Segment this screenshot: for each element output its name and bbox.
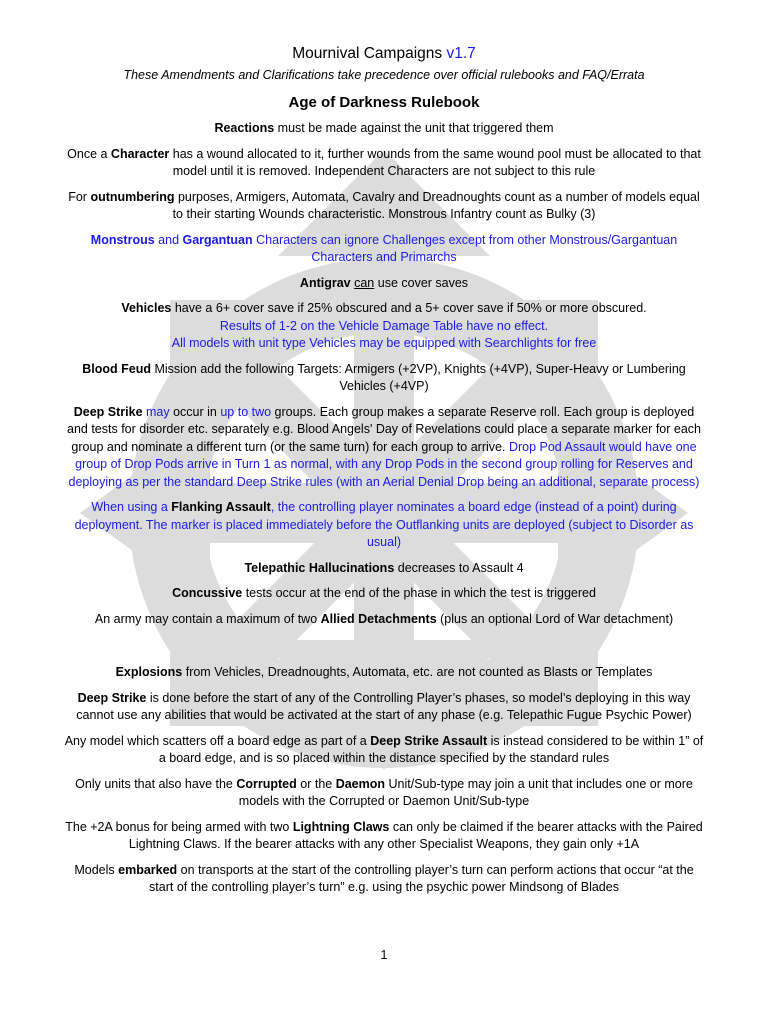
rule-text: occur in <box>169 404 221 419</box>
rule-text: The +2A bonus for being armed with two <box>65 819 293 834</box>
rule-text: and <box>154 232 183 247</box>
spacer <box>64 636 704 664</box>
rule-blood-feud <box>64 361 704 396</box>
rule-text: Vehicles <box>121 301 172 315</box>
rule-text: Unit/Sub-type may join a unit that includes one or more models with the Corrupted or Daemon Unit/Sub-type <box>238 776 693 808</box>
document-subtitle: These Amendments and Clarifications take precedence over official rulebooks and FAQ/Errata <box>123 68 645 82</box>
rule-explosions <box>64 664 704 682</box>
rule-vehicles <box>64 300 704 353</box>
rule-antigrav <box>64 275 704 293</box>
rule-text: can only be claimed if the bearer attacks with the Paired Lightning Claws. If the bearer attacks with any other Specialist Weapons, they gain only +1A <box>128 819 703 851</box>
rule-text: Lightning Claws <box>292 819 390 834</box>
rules-list <box>64 120 704 897</box>
rule-text: Once a <box>67 146 111 161</box>
rule-text: Daemon <box>335 776 386 791</box>
rule-allied-detachments <box>64 611 704 629</box>
title-text: Mournival Campaigns <box>292 45 443 62</box>
rule-text: , the controlling player nominates a board edge (instead of a point) during deployment. The marker is placed immediately before the Outflanking units are deployed (subject to Disorder as usual) <box>74 500 694 549</box>
page-number: 1 <box>380 948 388 962</box>
rule-flanking-assault <box>64 499 704 552</box>
rule-text: must be made against the unit that triggered them <box>274 121 554 135</box>
rule-text: Drop Pod Assault would have one group of Drop Pods arrive in Turn 1 as normal, with any Drop Pods in the second group rolling for Reserves and deploying as per the standard Deep Strike rules (with an Aerial Denial Drop being an additional, separate process) <box>68 439 700 489</box>
rule-text: All models with unit type Vehicles may be equipped with Searchlights for free <box>171 336 597 350</box>
version-label: v1.7 <box>446 45 476 62</box>
rule-monstrous-challenges <box>64 232 704 267</box>
rule-text: Deep Strike Assault <box>370 733 488 748</box>
rule-text: Monstrous <box>90 232 155 247</box>
rule-text: Allied Detachments <box>320 611 437 626</box>
rule-text: Any model which scatters off a board edge as part of a <box>64 733 371 748</box>
rule-text: (plus an optional Lord of War detachment) <box>436 611 674 626</box>
rule-text: purposes, Armigers, Automata, Cavalry and Dreadnoughts count as a number of models equal to their starting Wounds characteristic. Monstrous Infantry count as Bulky (3) <box>172 189 700 221</box>
rule-text: decreases to Assault 4 <box>394 560 524 575</box>
rule-character-wounds <box>64 146 704 181</box>
rule-text: Corrupted <box>236 776 297 791</box>
rule-text: groups. Each group makes a separate Reserve roll. Each group is deployed and tests for disorder etc. separately e.g. Blood Angels' Day of Revelations could place a separate marker for each group and nominate a different turn (or the same turn) for each group to arrive. <box>67 404 701 454</box>
rule-text: Deep Strike <box>73 404 143 419</box>
rule-text: Models <box>74 862 119 877</box>
rule-text: outnumbering <box>90 189 175 204</box>
rule-text: embarked <box>118 862 178 877</box>
rule-text: Characters can ignore Challenges except from other Monstrous/Gargantuan Characters and Primarchs <box>252 232 678 264</box>
rule-text: may <box>146 404 170 419</box>
rule-text: Antigrav <box>299 275 351 290</box>
rule-text: Mission add the following Targets: Armigers (+2VP), Knights (+4VP), Super-Heavy or Lumbering Vehicles (+4VP) <box>151 361 686 393</box>
section-heading: Age of Darkness Rulebook <box>288 94 480 111</box>
document-body <box>64 44 704 905</box>
document-title <box>64 44 704 64</box>
rule-text: Deep Strike <box>77 690 147 705</box>
rule-text: have a 6+ cover save if 25% obscured and a 5+ cover save if 50% or more obscured. <box>171 301 647 315</box>
rule-text: or the <box>296 776 336 791</box>
rule-text: Only units that also have the <box>75 776 237 791</box>
rule-text: Flanking Assault <box>171 500 271 514</box>
rule-text: Telepathic Hallucinations <box>244 560 395 575</box>
rule-reactions <box>64 120 704 138</box>
rule-text: from Vehicles, Dreadnoughts, Automata, etc. are not counted as Blasts or Templates <box>182 665 653 679</box>
rule-text: Character <box>110 146 170 161</box>
rule-text: Gargantuan <box>182 232 253 247</box>
rule-text: can <box>354 275 375 290</box>
rule-lightning-claws <box>64 819 704 854</box>
rule-text: When using a <box>91 500 172 514</box>
rule-text: For <box>68 189 91 204</box>
rule-outnumbering <box>64 189 704 224</box>
rule-text: up to two <box>220 404 272 419</box>
rule-deep-strike-assault <box>64 733 704 768</box>
rule-text: has a wound allocated to it, further wounds from the same wound pool must be allocated to that model until it is removed. Independent Characters are not subject to this rule <box>169 146 701 178</box>
rule-text: tests occur at the end of the phase in which the test is triggered <box>242 586 596 600</box>
rule-text: Concussive <box>172 586 243 600</box>
rule-text: Results of 1-2 on the Vehicle Damage Table have no effect. <box>219 318 549 333</box>
rule-text: is done before the start of any of the Controlling Player’s phases, so model’s deploying in this way cannot use any abilities that would be activated at the start of any phase (e.g. Telepathic Fugue Psychic Power) <box>76 690 692 722</box>
rule-concussive <box>64 585 704 603</box>
rule-text: An army may contain a maximum of two <box>94 611 321 626</box>
rule-deep-strike-groups <box>64 404 704 492</box>
rule-text: Reactions <box>214 121 275 135</box>
rule-corrupted-daemon <box>64 776 704 811</box>
rule-text: Blood Feud <box>82 361 151 376</box>
rule-text: use cover saves <box>374 275 469 290</box>
rule-telepathic-hallucinations <box>64 560 704 578</box>
rule-text: is instead considered to be within 1” of a board edge, and is so placed within the distance specified by the standard rules <box>158 733 704 765</box>
rule-deep-strike-timing <box>64 690 704 725</box>
rule-text: Explosions <box>115 665 183 679</box>
rule-text: on transports at the start of the controlling player’s turn can perform actions that occur “at the start of the controlling player’s turn” e.g. using the psychic power Mindsong of Blades <box>149 862 694 894</box>
rule-embarked <box>64 862 704 897</box>
